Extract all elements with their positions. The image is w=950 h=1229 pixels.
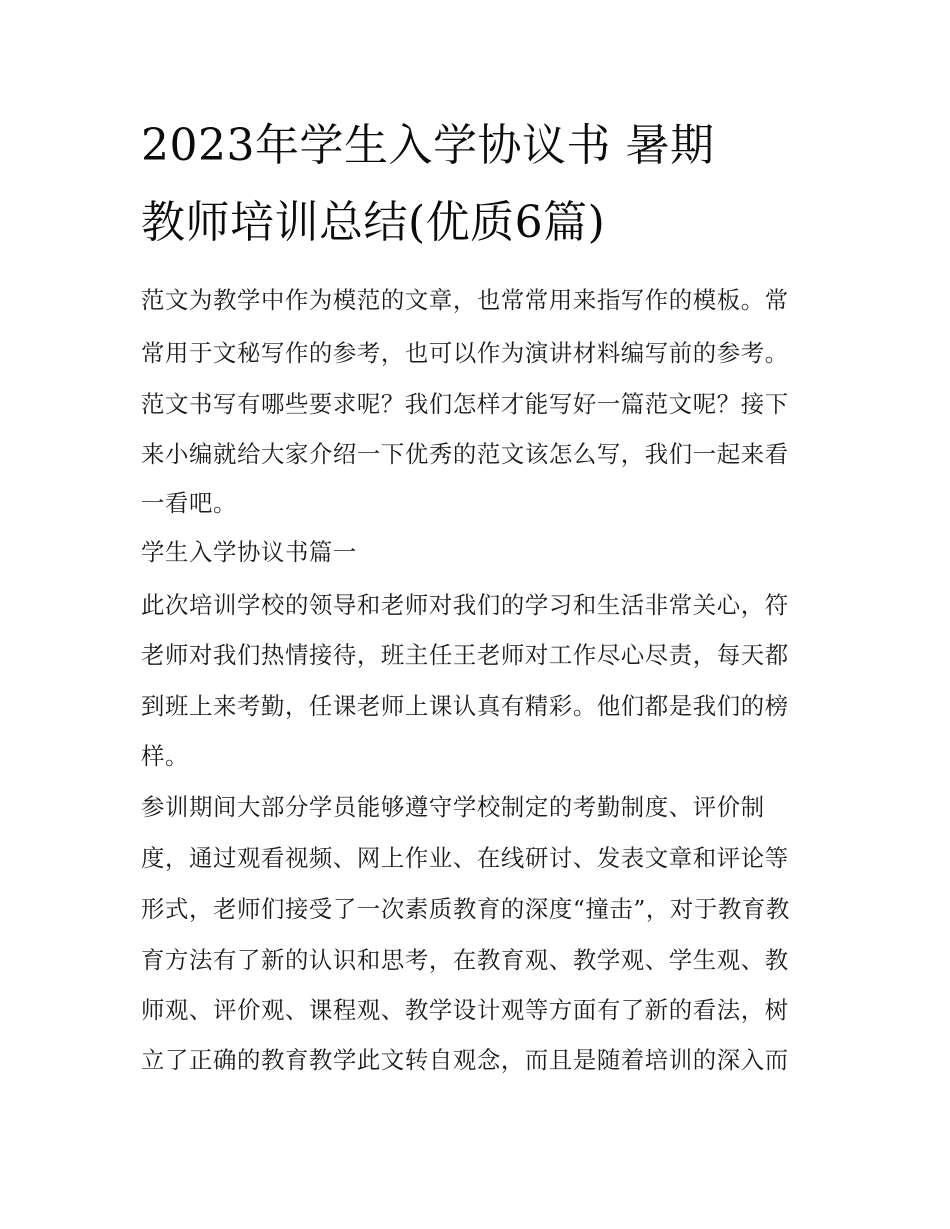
paragraph-line: 形式，老师们接受了一次素质教育的深度“撞击”，对于教育教 <box>141 895 790 923</box>
paragraph-line: 师观、评价观、课程观、教学设计观等方面有了新的看法，树 <box>141 996 789 1024</box>
paragraph-line: 老师对我们热情接待，班主任王老师对工作尽心尽责，每天都 <box>141 641 789 669</box>
intro-line: 范文书写有哪些要求呢？我们怎样才能写好一篇范文呢？接下 <box>141 390 789 418</box>
paragraph-line: 度，通过观看视频、网上作业、在线研讨、发表文章和评论等 <box>141 844 789 872</box>
intro-line: 一看吧。 <box>141 489 237 517</box>
paragraph-line: 此次培训学校的领导和老师对我们的学习和生活非常关心，符 <box>141 591 789 619</box>
intro-line: 常用于文秘写作的参考，也可以作为演讲材料编写前的参考。 <box>141 339 789 367</box>
title-line-1: 2023年学生入学协议书 暑期 <box>141 120 715 171</box>
paragraph-line: 育方法有了新的认识和思考，在教育观、教学观、学生观、教 <box>141 946 789 974</box>
paragraph-line: 到班上来考勤，任课老师上课认真有精彩。他们都是我们的榜 <box>141 692 789 720</box>
section-heading: 学生入学协议书篇一 <box>141 538 357 566</box>
paragraph-line: 样。 <box>141 742 189 770</box>
title-line-2: 教师培训总结(优质6篇) <box>141 197 606 248</box>
intro-line: 来小编就给大家介绍一下优秀的范文该怎么写，我们一起来看 <box>141 440 789 468</box>
intro-line: 范文为教学中作为模范的文章，也常常用来指写作的模板。常 <box>141 286 789 314</box>
paragraph-line: 立了正确的教育教学此文转自观念，而且是随着培训的深入而 <box>141 1046 789 1074</box>
paragraph-line: 参训期间大部分学员能够遵守学校制定的考勤制度、评价制 <box>141 793 765 821</box>
